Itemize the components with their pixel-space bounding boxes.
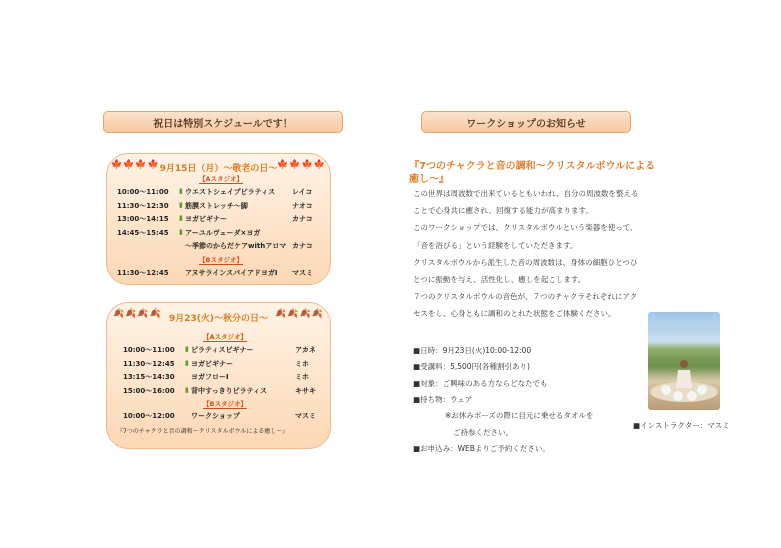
fallen-leaf-icon: 🍂🍂🍂🍂 xyxy=(113,309,162,319)
workshop-paragraph-line: ことで心身共に癒され、回復する能力が高まります。 xyxy=(413,206,593,216)
workshop-detail-line: ご持参ください。 xyxy=(453,427,513,437)
workshop-paragraph-line: この世界は周波数で出来ているともいわれ、自分の周波数を整える xyxy=(413,189,639,198)
workshop-paragraph-line: セスをし、心身ともに調和のとれた状態をご体験ください。 xyxy=(413,309,616,319)
maple-leaf-icon: 🍁🍁🍁🍁 xyxy=(111,160,160,170)
time-slot: 11:30～12:45 xyxy=(123,359,175,368)
studio-b-label: 【Bスタジオ】 xyxy=(199,256,243,264)
time-slot: 10:00～11:00 xyxy=(117,188,169,196)
teacher-name: カナコ xyxy=(292,242,313,250)
teacher-name: ナオコ xyxy=(292,201,313,210)
class-name: ヨガフローⅠ xyxy=(191,373,229,381)
time-slot: 13:00～14:15 xyxy=(117,215,169,223)
leaf-icon: ▮ xyxy=(179,187,183,195)
leaf-icon: ▮ xyxy=(179,214,183,222)
class-name: ピラティスビギナー xyxy=(191,346,254,354)
class-name: ヨガビギナー xyxy=(185,215,227,223)
workshop-note: 『7つのチャクラと音の調和～クリスタルボウルによる癒し～』 xyxy=(117,428,289,435)
fallen-leaf-icon: 🍂🍂🍂🍂 xyxy=(275,309,324,319)
class-name: アヌサラインスパイアドヨガⅠ xyxy=(185,269,278,277)
class-name: ～季節のからだケアwithアロマ xyxy=(185,242,287,250)
leaf-icon: ▮ xyxy=(185,385,189,394)
card-title: 9月23(火)～秋分の日～ xyxy=(168,314,268,324)
time-slot: 10:00～12:00 xyxy=(123,412,175,420)
workshop-detail-line: ■受講料：5,500円(各種割引あり) xyxy=(413,362,530,372)
workshop-paragraph-line: このワークショップでは、クリスタルボウルという楽器を使って、 xyxy=(413,223,638,233)
teacher-name: キサキ xyxy=(295,386,316,395)
studio-a-label: 【Aスタジオ】 xyxy=(199,175,244,183)
teacher-name: アカネ xyxy=(295,346,316,354)
class-name: アーユルヴェーダ×ヨガ xyxy=(185,228,261,237)
maple-leaf-icon: 🍁🍁🍁🍁 xyxy=(277,160,326,170)
studio-a-label: 【Aスタジオ】 xyxy=(203,333,248,341)
instructor-label: ■インストラクター：マスミ xyxy=(633,421,730,430)
time-slot: 11:30～12:45 xyxy=(117,269,169,277)
studio-b-label: 【Bスタジオ】 xyxy=(203,400,247,408)
workshop-title: 『7つのチャクラと音の調和～クリスタルボウルによる癒し～』 xyxy=(409,161,656,185)
schedule-card-sep23 xyxy=(106,302,331,449)
class-name: 筋膜ストレッチ～脚 xyxy=(185,201,248,210)
time-slot: 11:30～12:30 xyxy=(117,201,169,210)
workshop-paragraph-line: 「音を浴びる」という経験をしていただきます。 xyxy=(413,240,578,250)
class-name: ウエストシェイプピラティス xyxy=(185,188,276,196)
teacher-name: ミホ xyxy=(295,359,309,368)
teacher-name: マスミ xyxy=(295,412,316,420)
teacher-name: カナコ xyxy=(292,215,313,223)
workshop-detail-line: ■お申込み：WEBよりご予約ください。 xyxy=(413,443,550,453)
leaf-icon: ▮ xyxy=(179,227,183,236)
schedule-card-sep15 xyxy=(106,153,331,285)
workshop-paragraph-line: クリスタルボウルから派生した音の周波数は、身体の細胞ひとつひ xyxy=(413,257,638,267)
workshop-paragraph-line: とつに振動を与え、活性化し、癒しを起こします。 xyxy=(413,275,586,284)
time-slot: 10:00～11:00 xyxy=(123,346,175,354)
workshop-detail-line: ■日時：9月23日(火)10:00-12:00 xyxy=(413,346,532,355)
card-title: 9月15日（月）～敬老の日～ xyxy=(159,164,278,174)
time-slot: 15:00～16:00 xyxy=(123,386,175,395)
workshop-paragraph-line: ７つのクリスタルボウルの音色が、７つのチャクラそれぞれにアク xyxy=(413,292,638,302)
teacher-name: マスミ xyxy=(292,269,313,277)
class-name: ワークショップ xyxy=(191,412,240,420)
workshop-detail-line: ■持ち物：ウェア xyxy=(413,394,473,404)
class-name: 背中すっきりピラティス xyxy=(191,386,268,395)
time-slot: 13:15～14:30 xyxy=(123,373,175,381)
class-name: ヨガビギナー xyxy=(191,359,233,368)
leaf-icon: ▮ xyxy=(185,358,189,367)
instructor-photo xyxy=(648,312,720,410)
teacher-name: レイコ xyxy=(292,188,313,196)
workshop-header: ワークショップのお知らせ xyxy=(421,111,631,133)
leaf-icon: ▮ xyxy=(185,345,189,353)
workshop-detail-line: ■対象：ご興味のある方ならどなたでも xyxy=(413,378,548,388)
teacher-name: ミホ xyxy=(295,373,309,381)
workshop-detail-line: ※お休みポーズの際に目元に乗せるタオルを xyxy=(445,411,594,421)
time-slot: 14:45～15:45 xyxy=(117,228,169,237)
holiday-schedule-header: 祝日は特別スケジュールです！ xyxy=(103,111,343,133)
leaf-icon: ▮ xyxy=(179,200,183,209)
